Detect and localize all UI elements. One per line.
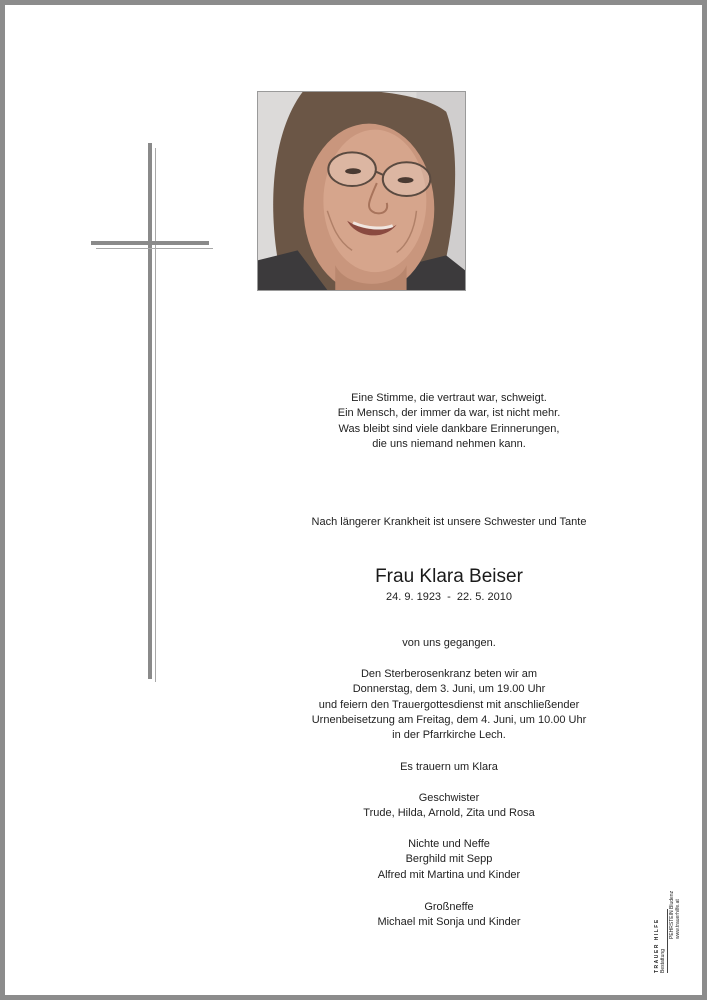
group-heading: Geschwister (418, 792, 480, 804)
service-line: Urnenbeisetzung am Freitag, dem 4. Juni, um 10.00 Uhr (311, 713, 587, 726)
logo-divider (667, 909, 668, 973)
funeral-home-logo (654, 873, 682, 977)
service-details (259, 667, 639, 743)
life-dates: 24. 9. 1923 - 22. 5. 2010 (386, 591, 512, 603)
group-names: Michael mit Sonja und Kinder (377, 916, 521, 929)
passed-text: von uns gegangen. (402, 637, 496, 649)
portrait-photo (257, 91, 466, 291)
mourners-intro: Es trauern um Klara (400, 761, 498, 773)
cross-vertical-bar (148, 143, 152, 679)
group-names: Berghild mit Sepp (405, 853, 493, 866)
cross-horizontal-bar (91, 241, 209, 245)
verse-line: Ein Mensch, der immer da war, ist nicht mehr. (337, 407, 561, 420)
logo-url: www.trauerhilfe.at (675, 899, 681, 939)
group-names: Trude, Hilda, Arnold, Zita und Rosa (363, 807, 535, 820)
verse-line: Eine Stimme, die vertraut war, schweigt. (351, 392, 547, 404)
group-heading: Nichte und Neffe (408, 838, 490, 850)
service-line: in der Pfarrkirche Lech. (392, 729, 506, 742)
logo-company: PEHRSTEIN Bludenz (669, 890, 675, 939)
group-heading: Großneffe (424, 901, 474, 913)
mourner-group (259, 900, 639, 931)
verse-line: Was bleibt sind viele dankbare Erinnerungen, (338, 422, 560, 435)
mourner-group (259, 837, 639, 883)
deceased-name: Frau Klara Beiser (375, 566, 523, 587)
intro-text: Nach längerer Krankheit ist unsere Schwester und Tante (311, 516, 587, 528)
cross-horizontal-line (96, 248, 213, 249)
logo-brand: TRAUER HILFE (654, 918, 660, 973)
service-line: und feiern den Trauergottesdienst mit anschließender (318, 698, 580, 711)
cross-vertical-line (155, 148, 156, 682)
service-line: Donnerstag, dem 3. Juni, um 19.00 Uhr (352, 683, 546, 696)
logo-sub: Bestattung (660, 949, 666, 973)
mourner-group (259, 791, 639, 822)
service-line: Den Sterberosenkranz beten wir am (360, 668, 538, 680)
verse-line: die uns niemand nehmen kann. (372, 437, 526, 450)
group-names: Alfred mit Martina und Kinder (377, 868, 521, 881)
verse (259, 391, 639, 452)
